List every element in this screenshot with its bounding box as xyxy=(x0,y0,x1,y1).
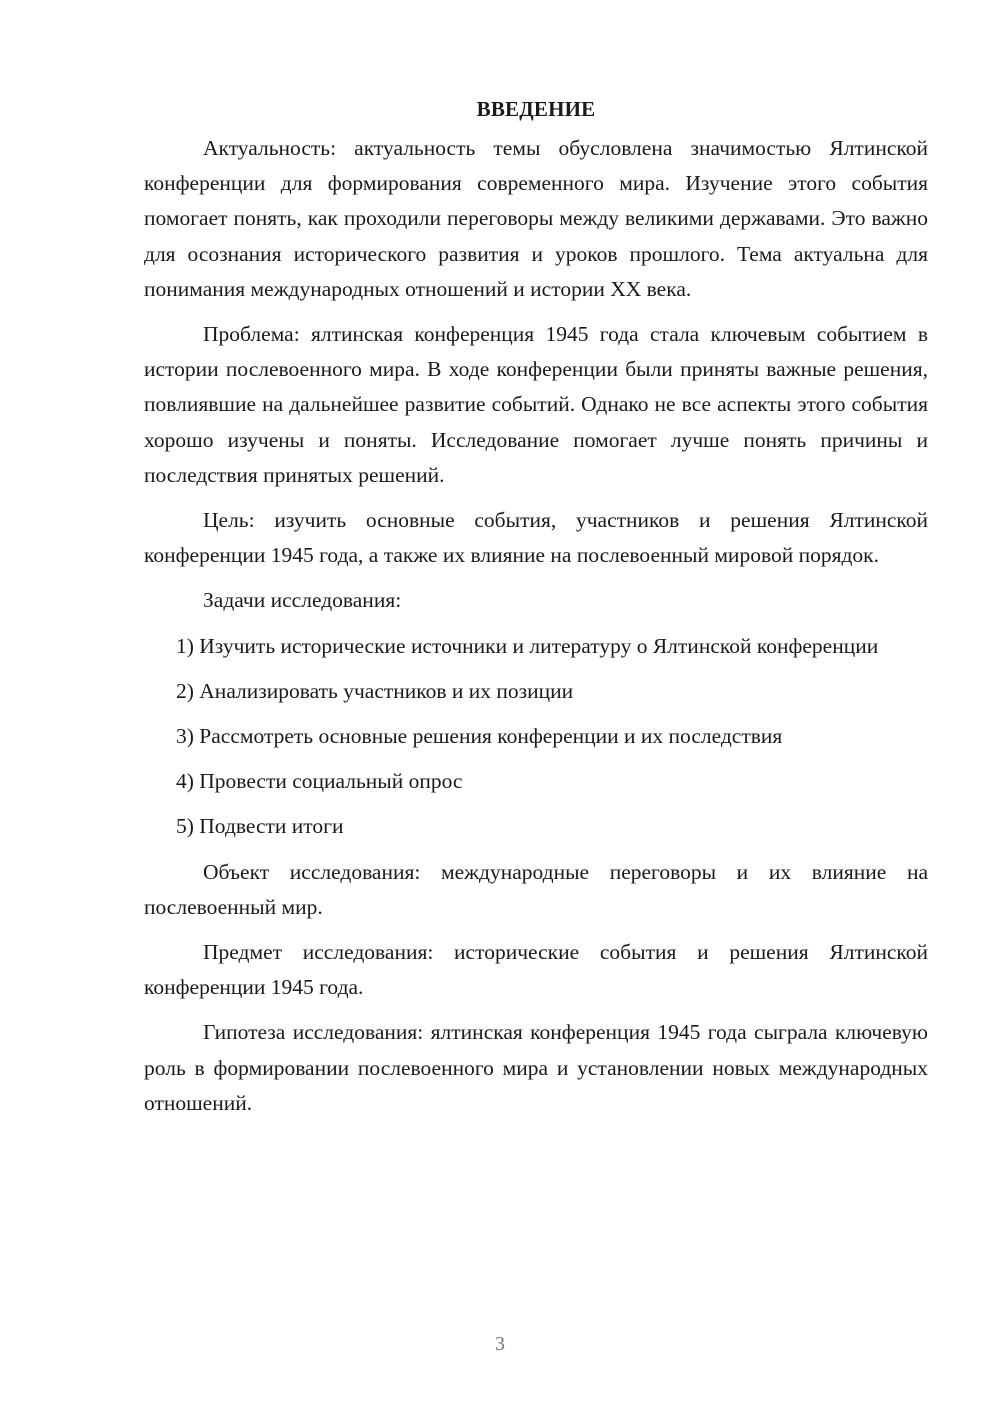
document-page xyxy=(144,92,928,1131)
tasks-list xyxy=(144,629,928,845)
paragraph-relevance: Актуальность: актуальность темы обусловлена значимостью Ялтинской конференции для формирования современного мира. Изучение этого события помогает понять, как проходили переговоры между великими державами. Это важно для осознания исторического развития и уроков прошлого. Тема актуальна для понимания международных отношений и истории XX века. xyxy=(144,136,928,301)
paragraph-tasks-title: Задачи исследования: xyxy=(203,588,402,613)
list-item: 4) Провести социальный опрос xyxy=(176,769,463,794)
page-number: 3 xyxy=(495,1333,505,1355)
list-item: 2) Анализировать участников и их позиции xyxy=(176,678,574,703)
paragraph-subject: Предмет исследования: исторические события и решения Ялтинской конференции 1945 года. xyxy=(144,940,928,1000)
paragraph-problem: Проблема: ялтинская конференция 1945 года стала ключевым событием в истории послевоенного мира. В ходе конференции были приняты важные решения, повлиявшие на дальнейшее развитие событий. Однако не все аспекты этого события хорошо изучены и поняты. Исследование помогает лучше понять причины и последствия принятых решений. xyxy=(144,322,928,487)
paragraph-hypothesis: Гипотеза исследования: ялтинская конференция 1945 года сыграла ключевую роль в формировании послевоенного мира и установлении новых международных отношений. xyxy=(144,1020,928,1115)
list-item: 1) Изучить исторические источники и литературу о Ялтинской конференции xyxy=(176,633,879,658)
paragraph-goal: Цель: изучить основные события, участников и решения Ялтинской конференции 1945 года, а также их влияние на послевоенный мировой порядок. xyxy=(144,508,928,568)
paragraph-object: Объект исследования: международные переговоры и их влияние на послевоенный мир. xyxy=(144,859,928,919)
section-heading: ВВЕДЕНИЕ xyxy=(476,97,596,121)
list-item: 5) Подвести итоги xyxy=(176,814,344,839)
list-item: 3) Рассмотреть основные решения конференции и их последствия xyxy=(176,724,783,749)
